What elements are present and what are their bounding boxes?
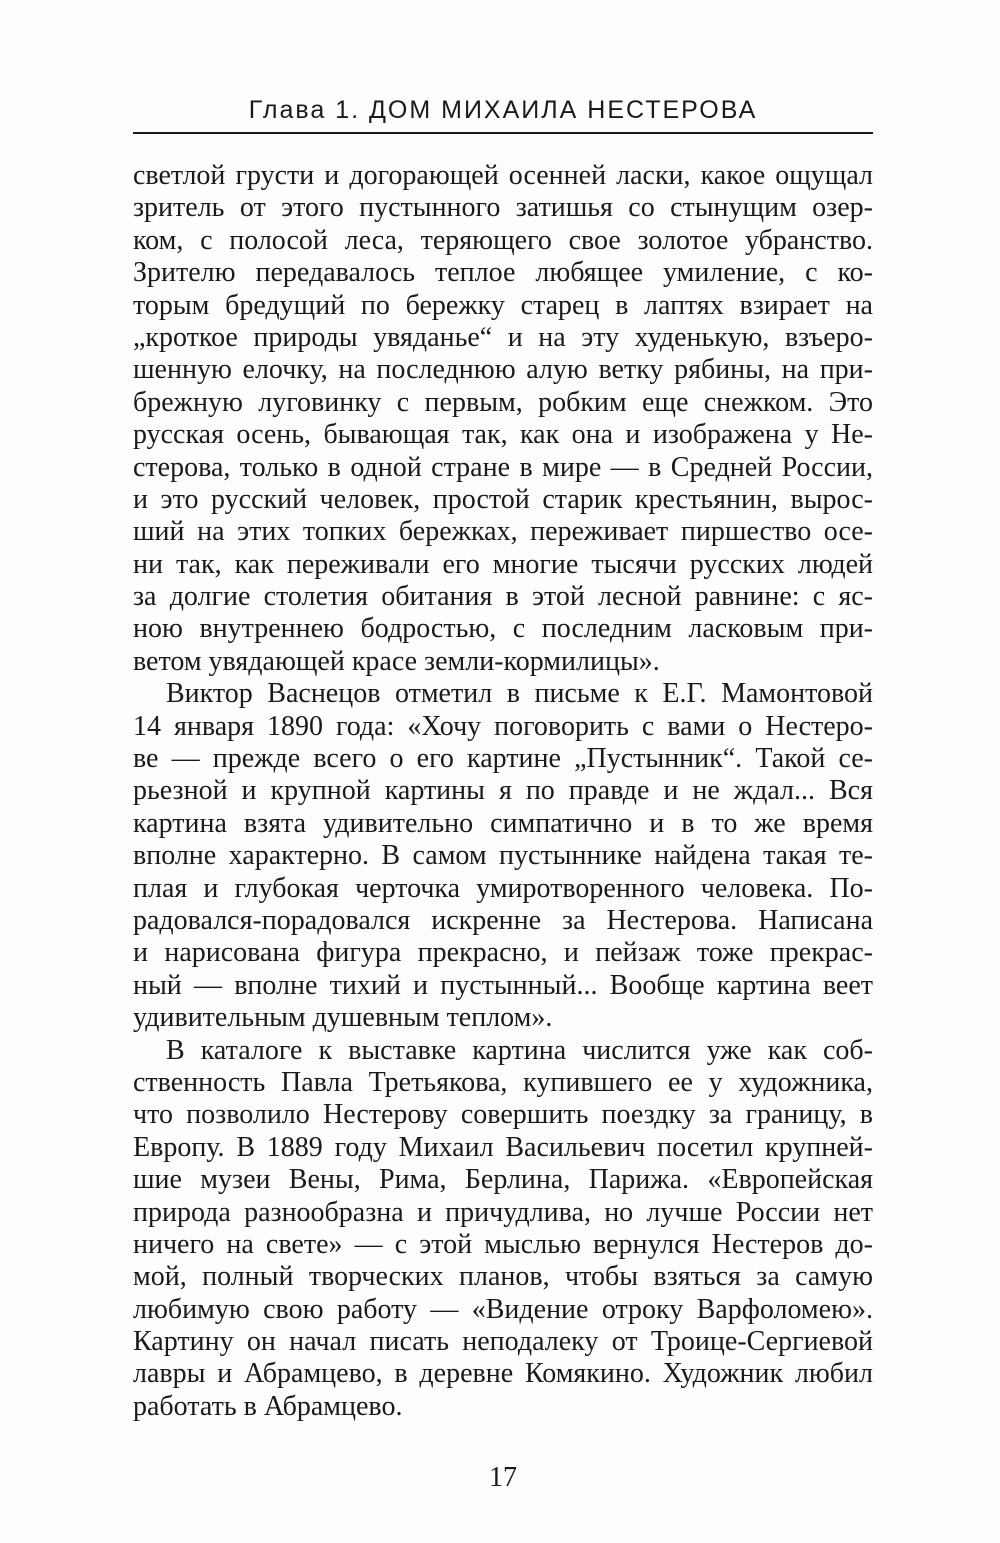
text-line: брежную луговинку с первым, робким еще снежком. Это: [133, 386, 873, 418]
text-line: шенную елочку, на последнюю алую ветку рябины, на при-: [133, 354, 873, 386]
text-line: радовался-порадовался искренне за Нестерова. Написана: [133, 904, 873, 936]
text-line: ветом увядающей красе земли-кормилицы».: [133, 645, 660, 677]
text-line: лавры и Абрамцево, в деревне Комякино. Художник любил: [133, 1358, 873, 1390]
text-line: „кроткое природы увяданье“ и на эту худенькую, взъеро-: [133, 321, 873, 353]
text-line: В каталоге к выставке картина числится уже как соб-: [166, 1034, 873, 1066]
text-line: за долгие столетия обитания в этой лесной равнине: с яс-: [133, 581, 873, 613]
text-line: Виктор Васнецов отметил в письме к Е.Г. Мамонтовой: [166, 678, 873, 710]
text-line: и нарисована фигура прекрасно, и пейзаж тоже прекрас-: [133, 937, 873, 969]
page-number: 17: [489, 1462, 517, 1493]
text-line: зритель от этого пустынного затишья со стынущим озер-: [133, 192, 873, 224]
text-line: картина взята удивительно симпатично и в то же время: [133, 807, 873, 839]
text-line: русская осень, бывающая так, как она и изображена у Не-: [133, 419, 873, 451]
text-line: стерова, только в одной стране в мире — в Средней России,: [133, 451, 873, 483]
text-line: вполне характерно. В самом пустыннике найдена такая те-: [133, 840, 873, 872]
text-line: Зрителю передавалось теплое любящее умиление, с ко-: [133, 257, 873, 289]
text-line: Картину он начал писать неподалеку от Троице-Сергиевой: [133, 1326, 873, 1358]
text-line: и это русский человек, простой старик крестьянин, вырос-: [133, 483, 873, 515]
text-line: работать в Абрамцево.: [133, 1390, 403, 1422]
paragraph-1: [133, 160, 873, 678]
header-rule: [133, 132, 873, 134]
text-line: ный — вполне тихий и пустынный... Вообще картина веет: [133, 969, 873, 1001]
text-line: удивительным душевным теплом».: [133, 1002, 553, 1034]
text-line: торым бредущий по бережку старец в лаптях взирает на: [133, 289, 873, 321]
text-line: плая и глубокая черточка умиротворенного человека. По-: [133, 872, 873, 904]
text-line: ве — прежде всего о его картине „Пустынник“. Такой се-: [133, 743, 873, 775]
text-line: ком, с полосой леса, теряющего свое золотое убранство.: [133, 224, 873, 256]
text-line: ни так, как переживали его многие тысячи русских людей: [133, 548, 873, 580]
text-line: Европу. В 1889 году Михаил Васильевич посетил крупней-: [133, 1131, 873, 1163]
text-line: природа разнообразна и причудлива, но лучше России нет: [133, 1196, 873, 1228]
paragraph-2: [133, 678, 873, 1034]
text-line: что позволило Нестерову совершить поездку за границу, в: [133, 1099, 873, 1131]
text-line: мой, полный творческих планов, чтобы взяться за самую: [133, 1261, 873, 1293]
body-text: [133, 160, 873, 1423]
text-line: ною внутреннею бодростью, с последним ласковым при-: [133, 613, 873, 645]
text-line: шие музеи Вены, Рима, Берлина, Парижа. «Европейская: [133, 1164, 873, 1196]
text-line: любимую свою работу — «Видение отроку Варфоломею».: [133, 1293, 873, 1325]
paragraph-3: [133, 1035, 873, 1424]
text-line: светлой грусти и догорающей осенней ласки, какое ощущал: [133, 160, 873, 191]
text-line: ственность Павла Третьякова, купившего ее у художника,: [133, 1066, 873, 1098]
text-line: ший на этих топких бережках, переживает пиршество осе-: [133, 516, 873, 548]
text-line: ничего на свете» — с этой мыслью вернулся Нестеров до-: [133, 1228, 873, 1260]
running-head: Глава 1. ДОМ МИХАИЛА НЕСТЕРОВА: [248, 96, 758, 124]
text-line: рьезной и крупной картины я по правде и не ждал... Вся: [133, 775, 873, 807]
text-line: 14 января 1890 года: «Хочу поговорить с вами о Нестеро-: [133, 710, 873, 742]
